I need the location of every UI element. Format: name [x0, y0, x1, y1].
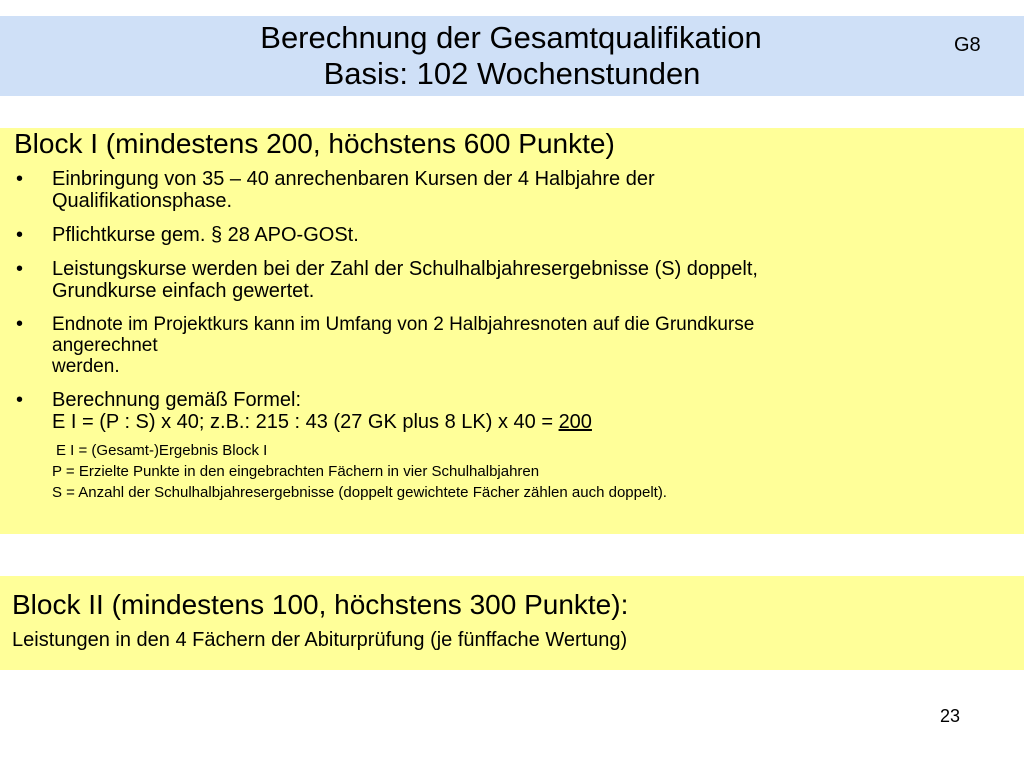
- bullet-item: [0, 389, 1010, 433]
- bullet-line: Leistungskurse werden bei der Zahl der Schulhalbjahresergebnisse (S) doppelt,: [52, 258, 758, 280]
- legend-line: E I = (Gesamt-)Ergebnis Block I: [56, 442, 268, 459]
- formula-line: [52, 411, 1010, 433]
- block-1-bullet-list: [0, 168, 1010, 445]
- title-line-2: Basis: 102 Wochenstunden: [323, 56, 701, 91]
- bullet-line: werden.: [52, 356, 120, 377]
- block-1-heading: Block I (mindestens 200, höchstens 600 Punkte): [14, 128, 615, 159]
- block-2-panel: [0, 576, 1024, 670]
- bullet-line: Grundkurse einfach gewertet.: [52, 280, 315, 302]
- bullet-dot: •: [16, 313, 24, 335]
- bullet-line: Endnote im Projektkurs kann im Umfang von 2 Halbjahresnoten auf die Grundkurse: [52, 314, 755, 335]
- title-banner: [0, 16, 1024, 96]
- bullet-dot: •: [16, 224, 24, 246]
- legend-line: P = Erzielte Punkte in den eingebrachten Fächern in vier Schulhalbjahren: [52, 463, 540, 480]
- bullet-dot: •: [16, 258, 24, 280]
- block-1-panel: [0, 128, 1024, 534]
- title-line-1: Berechnung der Gesamtqualifikation: [260, 20, 762, 55]
- page-number: 23: [940, 706, 961, 726]
- formula-text: E I = (P : S) x 40; z.B.: 215 : 43 (27 GK plus 8 LK) x 40 =: [52, 411, 559, 433]
- block-2-heading: Block II (mindestens 100, höchstens 300 Punkte):: [12, 589, 629, 620]
- bullet-item: [0, 224, 1010, 246]
- bullet-line: angerechnet: [52, 335, 158, 356]
- block-2-subtitle: Leistungen in den 4 Fächern der Abiturprüfung (je fünffache Wertung): [12, 629, 628, 651]
- formula-result: 200: [558, 411, 592, 433]
- bullet-line: Qualifikationsphase.: [52, 190, 233, 212]
- slide-title: [0, 20, 1024, 92]
- legend-line: S = Anzahl der Schulhalbjahresergebnisse (doppelt gewichtete Fächer zählen auch doppelt).: [52, 484, 667, 501]
- bullet-line: Berechnung gemäß Formel:: [52, 389, 302, 411]
- bullet-item: [0, 258, 1010, 302]
- bullet-dot: •: [16, 168, 24, 190]
- bullet-item: [0, 168, 1010, 212]
- formula-legend: [52, 440, 667, 503]
- g8-tag: G8: [954, 34, 981, 56]
- bullet-line: Pflichtkurse gem. § 28 APO-GOSt.: [52, 224, 359, 246]
- bullet-dot: •: [16, 389, 24, 411]
- bullet-item: [0, 314, 1010, 377]
- bullet-line: Einbringung von 35 – 40 anrechenbaren Kursen der 4 Halbjahre der: [52, 168, 655, 190]
